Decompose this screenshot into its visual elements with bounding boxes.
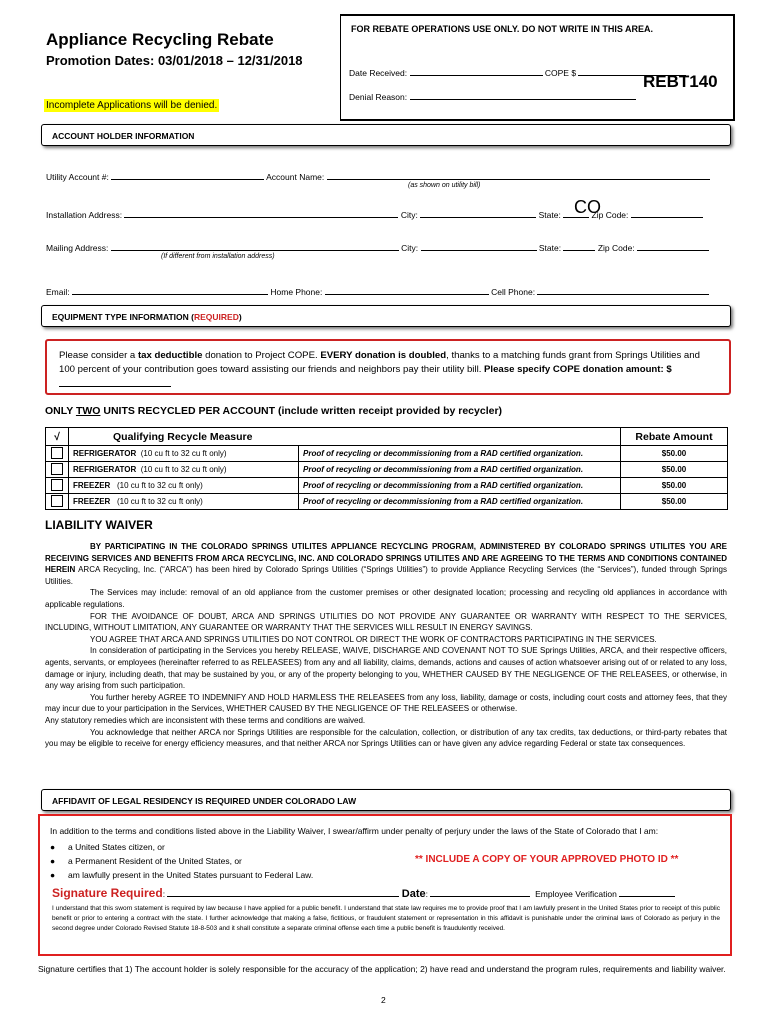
incomplete-notice: Incomplete Applications will be denied. <box>46 100 218 111</box>
recycle-measure-table <box>45 427 728 510</box>
donation-dollar: : $ <box>660 364 672 375</box>
checkbox[interactable] <box>51 447 63 459</box>
home-phone-field[interactable] <box>325 285 489 295</box>
residency-option: ● am lawfully present in the United States pursuant to Federal Law. <box>50 870 314 880</box>
table-row <box>46 446 728 462</box>
waiver-p7: Any statutory remedies which are inconsistent with these terms and conditions are waived. <box>45 715 366 725</box>
check-column-header: √ <box>46 428 69 446</box>
waiver-p5: In consideration of participating in the Services you hereby RELEASE, WAIVE, DISCHARGE AND COVENANT NOT TO SUE Springs Utilities, ARCA, and their respective officers, agents, servants, or employees (hereinafter referred to as RELEASEES) from any and all liability, claims, demands, actions and causes of action whatsoever arising out of or related to any loss, damage or injury, including death, that may be sustained by you, or any of the property belonging to you, WHETHER CAUSED BY THE NEGLIGENCE OF THE RELEASEES, or otherwise, in any way arising from such participation. <box>45 646 727 691</box>
measure-cell <box>69 478 299 494</box>
affidavit-heading-text: AFFIDAVIT OF LEGAL RESIDENCY IS REQUIRED UNDER COLORADO LAW <box>52 796 357 806</box>
checkbox[interactable] <box>51 463 63 475</box>
donation-tax-deductible: tax deductible <box>137 350 203 361</box>
measure-size: (10 cu ft to 32 cu ft only) <box>140 449 227 458</box>
date-received-field[interactable] <box>410 66 543 76</box>
table-header-row <box>46 428 728 446</box>
checkbox[interactable] <box>51 495 63 507</box>
form-title: Appliance Recycling Rebate <box>46 30 274 49</box>
email-label: Email <box>46 287 68 297</box>
equipment-heading-end: ) <box>238 312 242 322</box>
row-checkbox[interactable] <box>46 462 69 478</box>
measure-cell <box>69 446 299 462</box>
utility-account-field[interactable] <box>111 170 264 180</box>
residency-option-text: a Permanent Resident of the United States, or <box>68 856 242 866</box>
form-code: REBT140 <box>643 72 718 91</box>
account-name-label: Account Name <box>266 172 322 182</box>
installation-city-label: City <box>400 210 416 220</box>
date-field[interactable] <box>430 887 530 897</box>
table-row <box>46 478 728 494</box>
amount-cell: $50.00 <box>621 478 728 494</box>
measure-item: REFRIGERATOR <box>73 449 137 458</box>
date-label: Date <box>401 888 426 900</box>
units-heading-a: ONLY <box>45 405 76 417</box>
waiver-p1-rest: ARCA Recycling, Inc. (“ARCA”) has been hired by Colorado Springs Utilities (“Springs Utilities”) to provide Appliance Recycling Services (the “Services”), funded through Springs Utilities. <box>45 565 727 586</box>
installation-address-row: Installation Address: City: State: Zip Code: <box>46 208 703 220</box>
liability-waiver-text <box>45 541 727 750</box>
row-checkbox[interactable] <box>46 478 69 494</box>
signature-field[interactable] <box>167 887 399 897</box>
photo-id-notice: ** INCLUDE A COPY OF YOUR APPROVED PHOTO ID ** <box>415 854 679 865</box>
table-row <box>46 462 728 478</box>
mailing-city-field[interactable] <box>421 241 537 251</box>
certification-text: Signature certifies that 1) The account holder is solely responsible for the accuracy of the application; 2) have read and understand the program rules, requirements and liability waiver. <box>38 964 726 974</box>
mailing-state-field[interactable] <box>563 241 595 251</box>
measure-size: (10 cu ft to 32 cu ft only) <box>140 465 227 474</box>
affidavit-intro: In addition to the terms and conditions listed above in the Liability Waiver, I swear/affirm under penalty of perjury under the laws of the State of Colorado that I am: <box>50 826 659 836</box>
amount-cell: $50.00 <box>621 494 728 510</box>
donation-text-5: , thanks to a matching funds grant from Springs Utilities and 100 percent of your contribution goes toward assisting our friends and neighbors pay their utility bill. <box>59 350 700 375</box>
units-heading-two: TWO <box>75 405 101 417</box>
installation-address-label: Installation Address <box>46 210 120 220</box>
residency-options <box>50 840 313 882</box>
installation-city-field[interactable] <box>420 208 536 218</box>
account-section-heading-text: ACCOUNT HOLDER INFORMATION <box>52 131 195 141</box>
donation-doubled: EVERY donation is doubled <box>320 350 447 361</box>
affidavit-box <box>38 814 732 956</box>
measure-item: REFRIGERATOR <box>73 465 137 474</box>
date-received-label: Date Received: <box>349 68 408 78</box>
units-heading <box>45 405 502 417</box>
denial-reason-label: Denial Reason: <box>349 92 408 102</box>
proof-cell: Proof of recycling or decommissioning from a RAD certified organization. <box>299 478 621 494</box>
proof-cell: Proof of recycling or decommissioning from a RAD certified organization. <box>299 446 621 462</box>
units-heading-c: UNITS RECYCLED PER ACCOUNT (include written receipt provided by recycler) <box>100 405 503 417</box>
promotion-dates: Promotion Dates: 03/01/2018 – 12/31/2018 <box>46 53 303 68</box>
cope-label: COPE $ <box>544 68 577 78</box>
cell-phone-field[interactable] <box>537 285 709 295</box>
employee-verification-field[interactable] <box>619 887 675 897</box>
utility-account-row: Utility Account #: Account Name: <box>46 170 710 182</box>
home-phone-label: Home Phone <box>270 287 320 297</box>
denial-reason-row <box>349 90 636 102</box>
installation-address-field[interactable] <box>124 208 398 218</box>
measure-size: (10 cu ft to 32 cu ft only) <box>117 481 203 490</box>
mailing-city-label: City <box>401 243 416 253</box>
measure-size: (10 cu ft to 32 cu ft only) <box>117 497 203 506</box>
page-number: 2 <box>381 995 386 1005</box>
donation-box <box>45 339 731 395</box>
equipment-section-heading <box>41 305 731 327</box>
mailing-zip-field[interactable] <box>637 241 709 251</box>
donation-amount-field[interactable] <box>59 377 171 387</box>
mailing-address-field[interactable] <box>111 241 399 251</box>
denial-reason-field[interactable] <box>410 90 636 100</box>
waiver-p1-bold: BY PARTICIPATING IN THE COLORADO SPRINGS UTILITES APPLIANCE RECYCLING PROGRAM, ADMINISTERED BY COLORADO SPRINGS UTILITES YOU ARE RECEIVING SERVICES AND BENEFITS FROM ARCA RECYCLING, INC. AND COLORADO SPRINGS UTILITES AND ARE AGREEING TO THE TERMS AND CONDITIONS CONTAINED HEREIN <box>45 542 727 575</box>
waiver-p2: The Services may include: removal of an old appliance from the customer premises or other designated location; processing and recycling old appliances in accordance with applicable regulations. <box>45 588 727 609</box>
residency-option-text: a United States citizen, or <box>68 842 165 852</box>
installation-zip-label: Zip Code <box>591 210 627 220</box>
residency-option-text: am lawfully present in the United States pursuant to Federal Law. <box>68 870 314 880</box>
office-use-header: FOR REBATE OPERATIONS USE ONLY. DO NOT WRITE IN THIS AREA. <box>351 24 654 34</box>
waiver-p3: FOR THE AVOIDANCE OF DOUBT, ARCA AND SPRINGS UTILITIES DO NOT PROVIDE ANY GUARANTEE OR WARRANTY WITH RESPECT TO THE SERVICES, INCLUDING, WITHOUT LIMITATION, ANY GUARANTEE OR WARRANTY THAT THE SERVICES WILL RESULT IN ENERGY SAVINGS. <box>45 611 727 633</box>
measure-item: FREEZER <box>73 481 111 490</box>
installation-state-label: State <box>538 210 559 220</box>
mailing-zip-label: Zip Code <box>597 243 633 253</box>
table-row <box>46 494 728 510</box>
donation-text-3: donation to Project COPE. <box>202 350 321 361</box>
installation-zip-field[interactable] <box>631 208 703 218</box>
waiver-p8: You acknowledge that neither ARCA nor Springs Utilities are responsible for the calculation, collection, or distribution of any tax credits, tax deductions, or third-party rebates that you may be eligible to receive for energy efficiency measures, and that neither ARCA nor Springs Utilities can or have given any advice regarding Federal or state tax consequences. <box>45 727 727 749</box>
account-section-heading <box>41 124 731 146</box>
affidavit-heading <box>41 789 731 811</box>
signature-row: Signature Required: Date: Employee Verification <box>52 886 675 900</box>
utility-account-label: Utility Account #: <box>46 172 109 182</box>
employee-verification-label: Employee Verification <box>535 889 617 899</box>
amount-cell: $50.00 <box>621 462 728 478</box>
mailing-state-label: State <box>538 243 559 253</box>
waiver-p4: YOU AGREE THAT ARCA AND SPRINGS UTILITIES DO NOT CONTROL OR DIRECT THE WORK OF CONTRACTORS PARTICIPATING IN THE SERVICES. <box>90 634 657 644</box>
contact-row: Email: Home Phone: Cell Phone: <box>46 285 709 297</box>
measure-cell <box>69 462 299 478</box>
measure-cell <box>69 494 299 510</box>
mailing-note: (If different from installation address) <box>161 253 275 260</box>
amount-column-header: Rebate Amount <box>621 428 728 446</box>
mailing-address-row: Mailing Address: City: State: Zip Code: <box>46 241 709 253</box>
required-label: REQUIRED <box>193 312 239 322</box>
donation-specify: Please specify COPE donation amount <box>484 364 661 375</box>
cell-phone-label: Cell Phone <box>491 287 533 297</box>
donation-text-1: Please consider a <box>59 350 138 361</box>
liability-waiver-heading: LIABILITY WAIVER <box>45 518 153 532</box>
mailing-address-label: Mailing Address <box>46 243 107 253</box>
account-name-field[interactable] <box>327 170 710 180</box>
row-checkbox[interactable] <box>46 446 69 462</box>
waiver-p6: You further hereby AGREE TO INDEMNIFY AND HOLD HARMLESS THE RELEASEES from any loss, liability, damage or costs, including court costs and attorney fees, that they may incur due to your participation in the Services, WHETHER CAUSED BY THE NEGLIGENCE OF THE RELEASEES or otherwise. <box>45 692 727 714</box>
account-name-note: (as shown on utility bill) <box>408 182 481 189</box>
affidavit-fine-print: I understand that this sworn statement is required by law because I have applied for a public benefit. I understand that state law requires me to provide proof that I am lawfully present in the United States prior to receipt of this public benefit or prior to entering a contract with the state. I further acknowledge that making a false, fictitious, or fraudulent statement or representation in this affidavit is punishable under the criminal laws of Colorado as perjury in the second degree under Colorado Revised Statute 18-8-503 and it shall constitute a separate criminal offense each time a public benefit is fraudulently received. <box>52 905 720 932</box>
checkbox[interactable] <box>51 479 63 491</box>
row-checkbox[interactable] <box>46 494 69 510</box>
residency-option: ● a Permanent Resident of the United States, or <box>50 856 242 866</box>
equipment-heading-text: EQUIPMENT TYPE INFORMATION ( <box>52 312 194 322</box>
measure-item: FREEZER <box>73 497 111 506</box>
measure-column-header: Qualifying Recycle Measure <box>69 428 621 446</box>
office-use-box <box>340 14 735 121</box>
date-received-row <box>349 66 686 78</box>
residency-option: ● a United States citizen, or <box>50 842 165 852</box>
proof-cell: Proof of recycling or decommissioning from a RAD certified organization. <box>299 462 621 478</box>
installation-state-value: CO <box>574 197 601 217</box>
amount-cell: $50.00 <box>621 446 728 462</box>
proof-cell: Proof of recycling or decommissioning from a RAD certified organization. <box>299 494 621 510</box>
signature-label: Signature Required <box>52 886 163 900</box>
email-field[interactable] <box>72 285 268 295</box>
